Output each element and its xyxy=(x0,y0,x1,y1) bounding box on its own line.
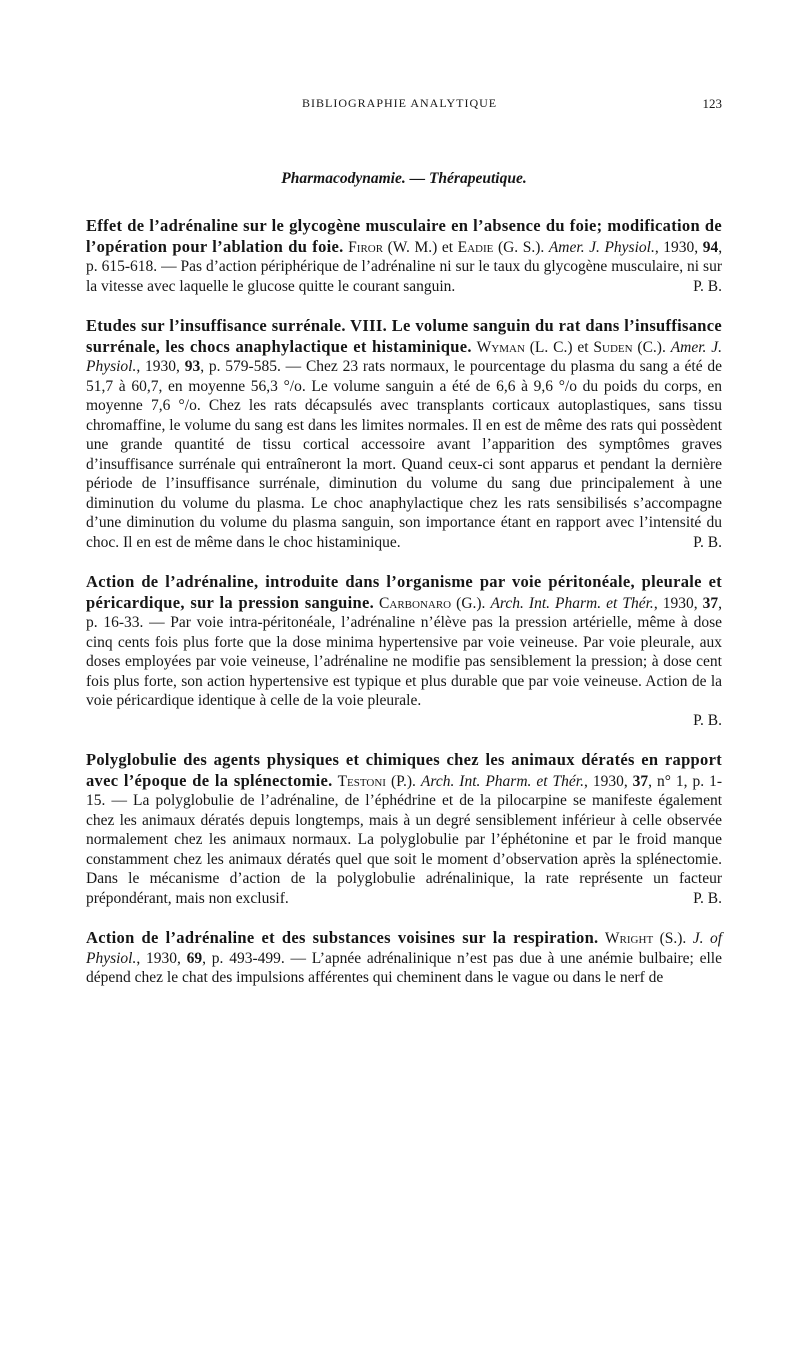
entry-journal: Arch. Int. Pharm. et Thér. xyxy=(420,772,584,790)
entry-author-initials: (W. M.) et xyxy=(387,238,454,256)
entry-author-initials: (C.). xyxy=(637,338,666,356)
entry-journal: Amer. J. Physiol. xyxy=(548,238,655,256)
entry-title: Etudes sur l’insuffisance surrénale. VIII. Le volume sanguin du rat dans l’insuffisance surrénale, les chocs anaphylactique et histaminique. xyxy=(86,316,722,356)
reviewer-initials: P. B. xyxy=(693,711,722,729)
entry-title: Action de l’adrénaline et des substances voisines sur la respiration. xyxy=(86,928,599,947)
entry-journal: J. of Physiol. xyxy=(86,930,722,967)
entry-title: Action de l’adrénaline, introduite dans l’organisme par voie péritonéale, pleurale et péricardique, sur la pression sanguine. xyxy=(86,572,722,612)
reviewer-initials: P. B. xyxy=(693,277,722,295)
entry-abstract: — L’apnée adrénalinique n’est pas due à une anémie bulbaire; elle dépend chez le chat des impulsions afférentes qui cheminent dans le vague ou dans le nerf de xyxy=(86,949,722,986)
entry-author: Testoni xyxy=(337,772,386,790)
bibliography-entry: Action de l’adrénaline et des substances voisines sur la respiration. Wright (S.). J. of Physiol., 1930, 69, p. 493-499. — L’apnée adrénalinique n’est pas due à une anémie bulbaire; elle dépend chez le chat des impulsions afférentes qui cheminent dans le vague ou dans le nerf de xyxy=(86,928,722,986)
entry-author: Carbonaro xyxy=(379,594,452,612)
bibliography-entry: Action de l’adrénaline, introduite dans l’organisme par voie péritonéale, pleurale et péricardique, sur la pression sanguine. Carbonaro (G.). Arch. Int. Pharm. et Thér., 1930, 37, p. 16-33. — Par voie intra-péritonéale, l’adrénaline n’élève pas la pression artérielle, même à dose cinq cents fois plus forte que la dose minima hypertensive par voie veineuse. Par voie pleurale, aux doses employées par voie veineuse, l’adrénaline ne modifie pas sensiblement la pression; à dose cent fois plus forte, son action hypertensive est typique et plus durable que par voie veineuse. Action de la voie péricardique identique à celle de la voie pleurale. P. B. xyxy=(86,572,722,729)
entry-volume: 94 xyxy=(702,238,719,256)
entry-volume: 37 xyxy=(702,594,719,612)
entry-year: 1930, xyxy=(145,358,180,375)
section-heading: Pharmacodynamie. — Thérapeutique. xyxy=(281,170,527,187)
entry-author-initials: (G. S.). xyxy=(497,238,545,256)
entry-author-initials: (P.). xyxy=(390,772,416,790)
entry-author: Firor xyxy=(348,238,384,256)
entry-author: Wright xyxy=(604,930,654,947)
bibliography-entry: Effet de l’adrénaline sur le glycogène musculaire en l’absence du foie; modification de l’opération pour l’ablation du foie. Firor (W. M.) et Eadie (G. S.). Amer. J. Physiol., 1930, 94, p. 615-618. — Pas d’action périphérique de l’adrénaline ni sur le taux du glycogène musculaire, ni sur la vitesse avec laquelle le glucose quitte le courant sanguin. P. B. xyxy=(86,216,723,295)
entry-pages: , p. 579-585. xyxy=(200,358,281,375)
entry-abstract: — Par voie intra-péritonéale, l’adrénaline n’élève pas la pression artérielle, même à dose cinq cents fois plus forte que la dose minima hypertensive par voie veineuse. Par voie pleurale, aux doses employées par voie veineuse, l’adrénaline ne modifie pas sensiblement la pression; à dose cent fois plus forte, son action hypertensive est typique et plus durable que par voie veineuse. Action de la voie péricardique identique à celle de la voie pleurale. xyxy=(86,614,722,709)
page-number: 123 xyxy=(702,96,722,111)
entry-author: Eadie xyxy=(457,238,494,256)
entry-journal: Arch. Int. Pharm. et Thér. xyxy=(490,594,654,612)
entry-year: 1930, xyxy=(146,949,181,967)
entry-journal: Amer. J. Physiol. xyxy=(86,338,723,375)
entry-volume: 93 xyxy=(184,358,201,375)
bibliography-entry: Etudes sur l’insuffisance surrénale. VIII. Le volume sanguin du rat dans l’insuffisance surrénale, les chocs anaphylactique et histaminique. Wyman (L. C.) et Suden (C.). Amer. J. Physiol., 1930, 93, p. 579-585. — Chez 23 rats normaux, le pourcentage du plasma du sang a été de 51,7 à 60,7, en moyenne 56,3 °/o. Le volume sanguin a été de 6,6 à 9,6 °/o du poids du corps, en moyenne 7,6 °/o. Chez les rats décapsulés avec transplants corticaux autoplastiques, sans tissu chromaffine, le volume du sang est dans les limites normales. Il en est de même des rats qui possèdent une grande quantité de tissu cortical accessoire avant l’apparition des symptômes graves d’insuffisance surrénale qui entraîneront la mort. Quand ceux-ci sont apparus et pendant la dernière période de l’insuffisance surrénale, diminution du volume du sang due principalement à une diminution du volume du plasma. Le choc anaphylactique chez les rats sensibilisés s’accompagne d’une diminution du volume du plasma sanguin, son importance étant en rapport avec l’intensité du choc. Il en est de même dans le choc histaminique. P. B. xyxy=(86,316,723,551)
entry-year: 1930, xyxy=(662,594,698,612)
entry-pages: , p. 615-618. xyxy=(86,238,723,275)
running-header xyxy=(86,96,722,118)
entry-author: Suden xyxy=(593,338,633,356)
entry-pages: , p. 493-499. xyxy=(202,949,285,967)
entry-author-initials: (S.). xyxy=(659,930,687,947)
entry-title: Polyglobulie des agents physiques et chimiques chez les animaux dératés en rapport avec l’époque de la splénectomie. xyxy=(86,750,722,790)
entry-abstract: — Pas d’action périphérique de l’adrénaline ni sur le taux du glycogène musculaire, ni sur la vitesse avec laquelle le glucose quitte le courant sanguin. xyxy=(86,258,722,295)
running-title: BIBLIOGRAPHIE ANALYTIQUE xyxy=(302,96,498,110)
entry-volume: 37 xyxy=(632,772,649,790)
entry-abstract: — La polyglobulie de l’adrénaline, de l’éphédrine et de la pilocarpine se manifeste également chez les animaux dératés depuis longtemps, mais à un degré sensiblement inférieur à celle observée normalement chez les animaux normaux. La polyglobulie par l’éphétonine et par le froid manque constamment chez les animaux dératés quel que soit le moment d’observation après la splénectomie. Dans le mécanisme d’action de la polyglobulie adrénalinique, la rate représente un facteur prépondérant, mais non exclusif. xyxy=(86,792,723,907)
entry-author-initials: (G.). xyxy=(456,594,486,612)
document-page xyxy=(86,96,722,1008)
entry-year: 1930, xyxy=(663,238,699,256)
entry-author: Wyman xyxy=(476,338,525,356)
entry-pages: , n° 1, p. 1-15. xyxy=(86,772,723,809)
entry-pages: , p. 16-33. xyxy=(86,594,722,631)
entry-abstract: — Chez 23 rats normaux, le pourcentage du plasma du sang a été de 51,7 à 60,7, en moyenne 56,3 °/o. Le volume sanguin a été de 6,6 à 9,6 °/o du poids du corps, en moyenne 7,6 °/o. Chez les rats décapsulés avec transplants corticaux autoplastiques, sans tissu chromaffine, le volume du sang est dans les limites normales. Il en est de même des rats qui possèdent une grande quantité de tissu cortical accessoire avant l’apparition des symptômes graves d’insuffisance surrénale qui entraîneront la mort. Quand ceux-ci sont apparus et pendant la dernière période de l’insuffisance surrénale, diminution du volume du sang due principalement à une diminution du volume du plasma. Le choc anaphylactique chez les rats sensibilisés s’accompagne d’une diminution du volume du plasma sanguin, son importance étant en rapport avec l’intensité du choc. Il en est de même dans le choc histaminique. xyxy=(86,358,723,551)
reviewer-initials: P. B. xyxy=(693,533,722,551)
entry-title: Effet de l’adrénaline sur le glycogène musculaire en l’absence du foie; modification de l’opération pour l’ablation du foie. xyxy=(86,216,722,256)
entry-volume: 69 xyxy=(186,949,203,967)
bibliography-entry: Polyglobulie des agents physiques et chimiques chez les animaux dératés en rapport avec l’époque de la splénectomie. Testoni (P.). Arch. Int. Pharm. et Thér., 1930, 37, n° 1, p. 1-15. — La polyglobulie de l’adrénaline, de l’éphédrine et de la pilocarpine se manifeste également chez les animaux dératés depuis longtemps, mais à un degré sensiblement inférieur à celle observée normalement chez les animaux normaux. La polyglobulie par l’éphétonine et par le froid manque constamment chez les animaux dératés quel que soit le moment d’observation après la splénectomie. Dans le mécanisme d’action de la polyglobulie adrénalinique, la rate représente un facteur prépondérant, mais non exclusif. P. B. xyxy=(86,750,723,907)
entry-year: 1930, xyxy=(592,772,628,790)
entry-author-initials: (L. C.) et xyxy=(529,338,589,356)
reviewer-initials: P. B. xyxy=(693,889,722,907)
